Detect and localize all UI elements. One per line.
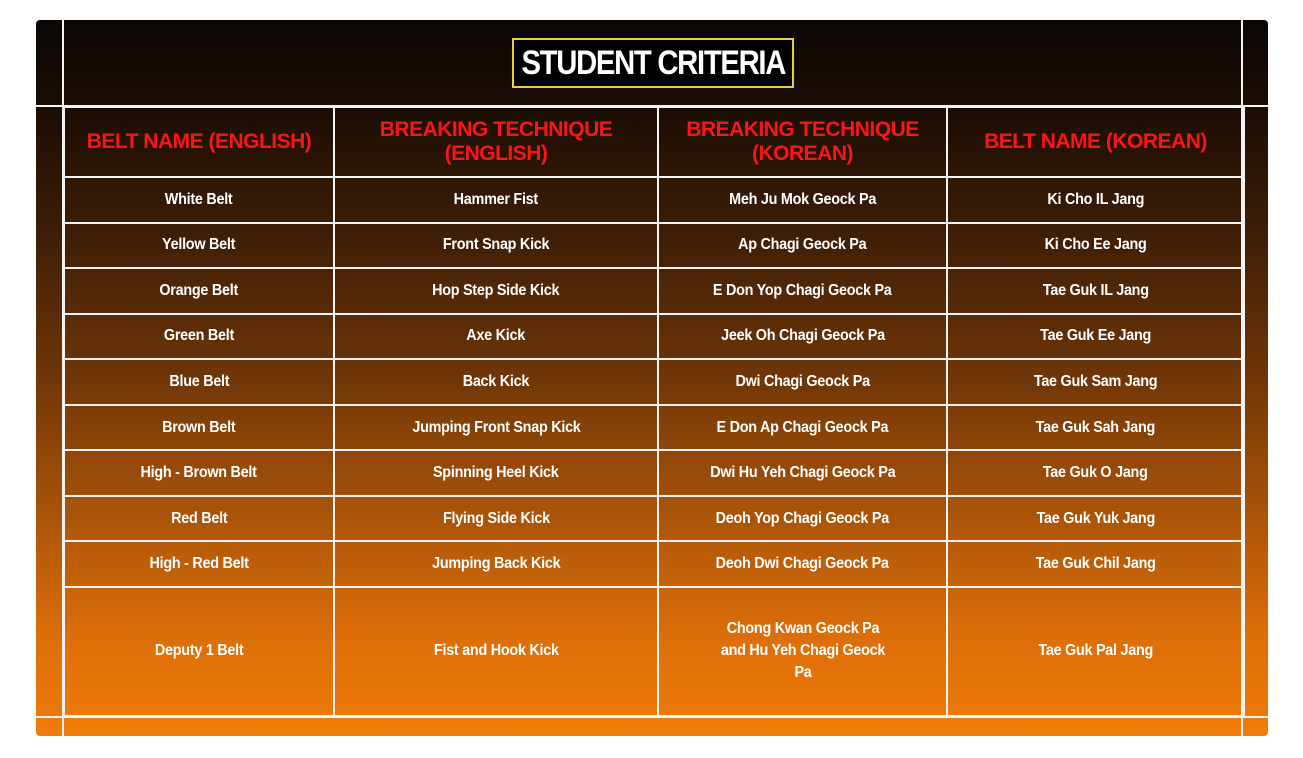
belt-name-english-cell: High - Red Belt <box>64 541 334 587</box>
technique-korean-cell: E Don Yop Chagi Geock Pa <box>658 268 947 314</box>
belt-name-english-cell: Deputy 1 Belt <box>64 587 334 716</box>
column-header-belt-name-english: BELT NAME (ENGLISH) <box>64 107 334 177</box>
technique-korean-cell: Dwi Hu Yeh Chagi Geock Pa <box>658 450 947 496</box>
technique-english-cell: Front Snap Kick <box>334 223 658 269</box>
technique-english-cell: Back Kick <box>334 359 658 405</box>
belt-name-korean-cell: Tae Guk Chil Jang <box>947 541 1244 587</box>
technique-english-cell: Axe Kick <box>334 314 658 360</box>
technique-english-cell: Jumping Back Kick <box>334 541 658 587</box>
technique-english-cell: Fist and Hook Kick <box>334 587 658 716</box>
belt-name-korean-cell: Ki Cho Ee Jang <box>947 223 1244 269</box>
technique-korean-cell: Deoh Yop Chagi Geock Pa <box>658 496 947 542</box>
technique-english-cell: Flying Side Kick <box>334 496 658 542</box>
technique-korean-cell: Meh Ju Mok Geock Pa <box>658 177 947 223</box>
table-header-row <box>64 107 1244 177</box>
table-row <box>64 314 1244 360</box>
student-criteria-table <box>63 106 1245 717</box>
belt-name-english-cell: Green Belt <box>64 314 334 360</box>
technique-korean-cell: Deoh Dwi Chagi Geock Pa <box>658 541 947 587</box>
technique-english-cell: Jumping Front Snap Kick <box>334 405 658 451</box>
table-row <box>64 359 1244 405</box>
technique-korean-cell: Chong Kwan Geock Pa and Hu Yeh Chagi Geock Pa <box>658 587 947 716</box>
table-row <box>64 496 1244 542</box>
belt-name-korean-cell: Tae Guk IL Jang <box>947 268 1244 314</box>
table-row <box>64 268 1244 314</box>
technique-english-cell: Hop Step Side Kick <box>334 268 658 314</box>
belt-name-korean-cell: Tae Guk Sah Jang <box>947 405 1244 451</box>
belt-name-korean-cell: Tae Guk Ee Jang <box>947 314 1244 360</box>
belt-name-korean-cell: Tae Guk O Jang <box>947 450 1244 496</box>
belt-name-english-cell: Red Belt <box>64 496 334 542</box>
table-row <box>64 541 1244 587</box>
belt-name-english-cell: Yellow Belt <box>64 223 334 269</box>
slide-frame <box>36 20 1268 736</box>
belt-name-english-cell: High - Brown Belt <box>64 450 334 496</box>
table-row <box>64 177 1244 223</box>
table-row <box>64 405 1244 451</box>
column-header-breaking-technique-korean: BREAKING TECHNIQUE (KOREAN) <box>658 107 947 177</box>
table-row <box>64 223 1244 269</box>
belt-name-korean-cell: Ki Cho IL Jang <box>947 177 1244 223</box>
technique-english-cell: Spinning Heel Kick <box>334 450 658 496</box>
column-header-breaking-technique-english: BREAKING TECHNIQUE (ENGLISH) <box>334 107 658 177</box>
belt-name-english-cell: Blue Belt <box>64 359 334 405</box>
technique-korean-cell: E Don Ap Chagi Geock Pa <box>658 405 947 451</box>
belt-name-english-cell: Brown Belt <box>64 405 334 451</box>
belt-name-korean-cell: Tae Guk Yuk Jang <box>947 496 1244 542</box>
belt-name-english-cell: Orange Belt <box>64 268 334 314</box>
technique-english-cell: Hammer Fist <box>334 177 658 223</box>
title-box <box>512 38 794 88</box>
table-row <box>64 450 1244 496</box>
table-row <box>64 587 1244 716</box>
page-title: STUDENT CRITERIA <box>521 43 785 82</box>
belt-name-english-cell: White Belt <box>64 177 334 223</box>
column-header-belt-name-korean: BELT NAME (KOREAN) <box>947 107 1244 177</box>
technique-korean-cell: Dwi Chagi Geock Pa <box>658 359 947 405</box>
technique-korean-cell: Ap Chagi Geock Pa <box>658 223 947 269</box>
belt-name-korean-cell: Tae Guk Sam Jang <box>947 359 1244 405</box>
technique-korean-cell: Jeek Oh Chagi Geock Pa <box>658 314 947 360</box>
belt-name-korean-cell: Tae Guk Pal Jang <box>947 587 1244 716</box>
